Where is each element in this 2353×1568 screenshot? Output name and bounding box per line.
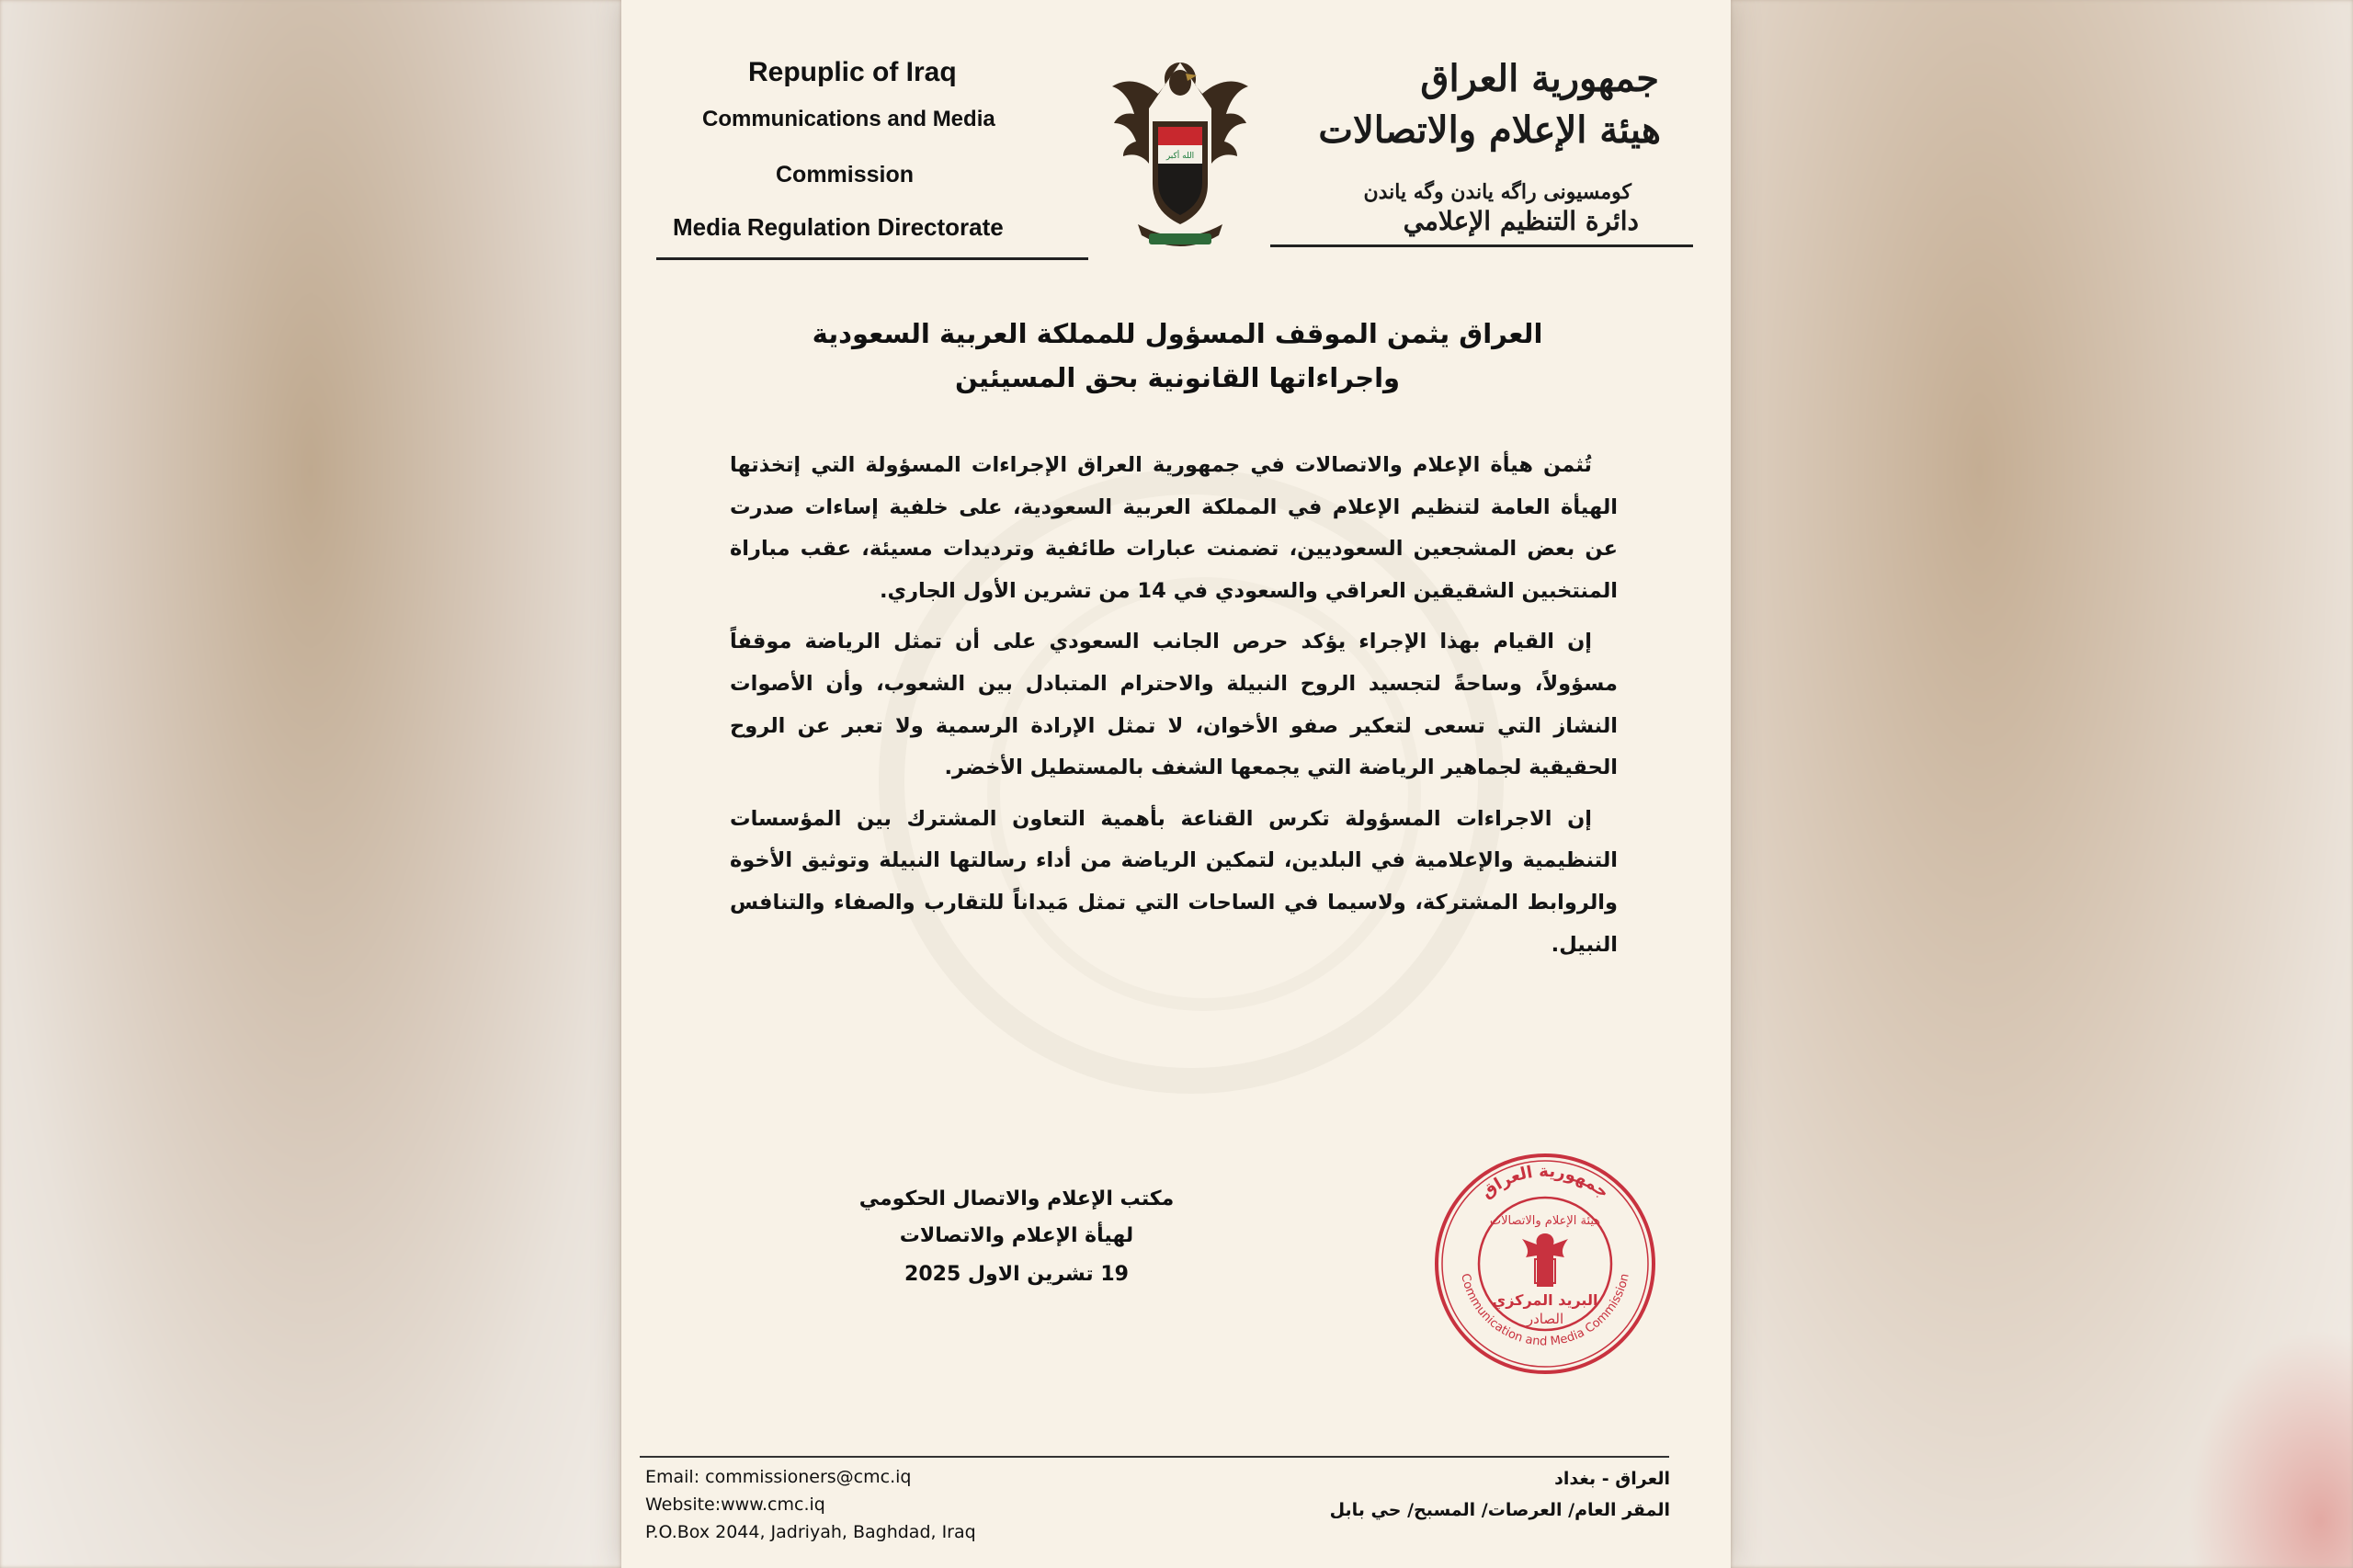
letter-document [621,0,1731,1568]
header-rule-right [1270,244,1693,247]
signature-office: مكتب الإعلام والاتصال الحكومي [858,1187,1175,1210]
header-ar-commission: هيئة الإعلام والاتصالات [1318,108,1661,152]
header-en-republic: Repuplic of Iraq [748,57,957,87]
document-title-line2: واجراءاتها القانونية بحق المسيئين [954,362,1401,393]
official-stamp-icon [1430,1149,1660,1379]
body-paragraph-3: إن الاجراءات المسؤولة تكرس القناعة بأهمية التعاون المشترك بين المؤسسات التنظيمية والإعلامية في البلدين، لتمكين الرياضة من أداء رسالتها النبيلة وتوثيق الأخوة والروابط المشتركة، ولاسيما في الساحات التي تمثل مَيداناً للتقارب والصفاء والتنافس النبيل. [730,806,1618,957]
footer-email: Email: commissioners@cmc.iq [645,1467,912,1487]
svg-text:الله أكبر: الله أكبر [1165,152,1195,161]
blurred-background-left [0,0,621,1568]
header-kurdish-commission: كومسيونى راگه ياندن وگه ياندن [1363,180,1631,204]
document-title-line1: العراق يثمن الموقف المسؤول للمملكة العربية السعودية [812,318,1543,349]
body-paragraph-2: إن القيام بهذا الإجراء يؤكد حرص الجانب السعودي على أن تمثل الرياضة موقفاً مسؤولاً، وساحةً لتجسيد الروح النبيلة والاحترام المتبادل بين الشعوب، وأن الأصوات النشاز التي تسعى لتعكير صفو الأخوان، لا تمثل الإرادة الرسمية ولا تعبر عن الروح الحقيقية لجماهير الرياضة التي يجمعها الشغف بالمستطيل الأخضر. [730,630,1618,780]
footer-ar-address: المقر العام/ العرصات/ المسبح/ حي بابل [1329,1500,1670,1520]
header-en-directorate: Media Regulation Directorate [673,213,1004,241]
svg-text:هيئة الإعلام والاتصالات: هيئة الإعلام والاتصالات [1489,1214,1601,1228]
body-paragraph-1: تُثمن هيأة الإعلام والاتصالات في جمهورية العراق الإجراءات المسؤولة التي إتخذتها الهيأة العامة لتنظيم الإعلام في المملكة العربية السعودية، على خلفية إساءات صدرت عن بعض المشجعين السعوديين، تضمنت عبارات طائفية وترديدات مسيئة، عقب مباراة المنتخبين الشقيقين العراقي والسعودي في 14 من تشرين الأول الجاري. [730,453,1618,603]
svg-text:Communication and Media Commis: Communication and Media Commission [1458,1272,1632,1349]
header-en-commission-line1: Communications and Media [702,107,995,131]
document-body [730,445,1618,975]
svg-text:البريد المركزي: البريد المركزي [1492,1291,1598,1309]
header-rule-left [656,257,1088,260]
footer-website: Website:www.cmc.iq [645,1494,825,1515]
signature-commission: لهيأة الإعلام والاتصالات [899,1224,1134,1247]
footer-ar-city: العراق - بغداد [1554,1469,1670,1489]
blurred-background-right [1731,0,2353,1568]
svg-text:جمهورية العراق: جمهورية العراق [1477,1161,1613,1203]
eagle-emblem-icon [1107,53,1254,261]
svg-text:الصادر: الصادر [1526,1311,1564,1327]
header-ar-directorate: دائرة التنظيم الإعلامي [1403,206,1639,236]
footer-rule [640,1456,1669,1458]
header-ar-republic: جمهورية العراق [1420,57,1659,100]
footer-pobox: P.O.Box 2044, Jadriyah, Baghdad, Iraq [645,1522,976,1542]
signature-date: 19 تشرين الاول 2025 [904,1263,1129,1286]
header-en-commission-line2: Commission [776,162,915,187]
